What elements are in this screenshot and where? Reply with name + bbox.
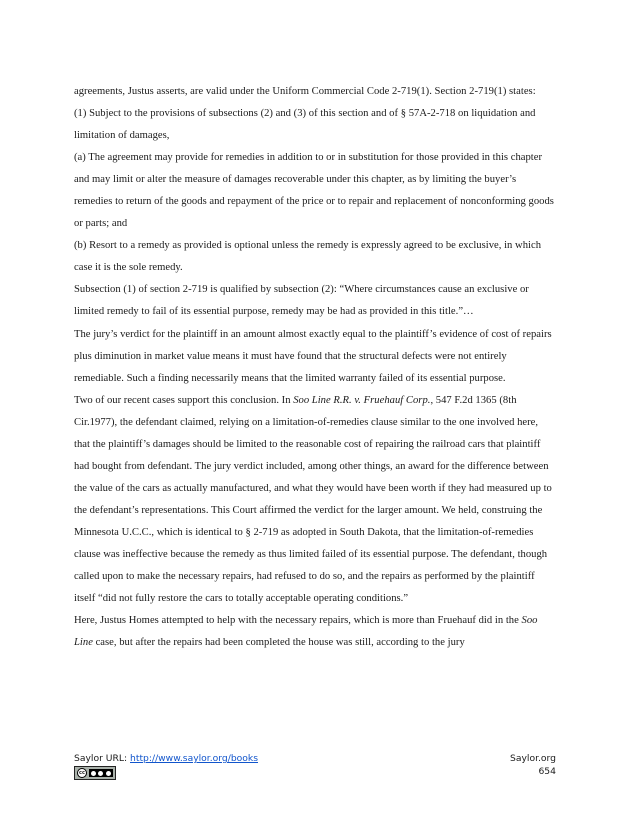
case-name: Soo Line R.R. v. Fruehauf Corp.: [293, 394, 431, 406]
text-run: case, but after the repairs had been completed the house was still, according to the jury: [92, 637, 465, 649]
footer-url-label: Saylor URL:: [74, 753, 131, 764]
paragraph: Subsection (1) of section 2-719 is qualified by subsection (2): “Where circumstances cause an exclusive or limited remedy to fail of its essential purpose, remedy may be had as provided in this title.”…: [74, 284, 529, 318]
case-name: Soo Line: [74, 615, 538, 649]
footer-url-link[interactable]: http://www.saylor.org/books: [130, 753, 259, 764]
paragraph: agreements, Justus asserts, are valid under the Uniform Commercial Code 2-719(1). Section 2-719(1) states:: [74, 86, 536, 97]
text-run: Two of our recent cases support this conclusion. In: [74, 394, 294, 406]
paragraph: (1) Subject to the provisions of subsections (2) and (3) of this section and of § 57A-2-718 on liquidation and limitation of damages,: [74, 108, 536, 142]
cc-logo-icon: cc: [77, 768, 87, 778]
text-run: , 547 F.2d 1365 (8th Cir.1977), the defendant claimed, relying on a limitation-of-remedies clause similar to the one involved here, that the plaintiff’s damages should be limited to the reasonable cost of repairing the railroad cars that plaintiff had bought from defendant. The jury verdict included, among other things, an award for the difference between the value of the cars as actually manufactured, and what they would have been worth if they had measured up to the defendant’s representations. This Court affirmed the verdict for the larger amount. We held, construing the Minnesota U.C.C., which is identical to § 2-719 as adopted in South Dakota, that the limitation-of-remedies clause was ineffective because the remedy as thus limited failed of its essential purpose. The defendant, though called upon to make the necessary repairs, had refused to do so, and the repairs as performed by the plaintiff itself “did not fully restore the cars to totally acceptable operating conditions.”: [74, 394, 552, 605]
paragraph-justus-homes: [74, 610, 556, 654]
paragraph: The jury’s verdict for the plaintiff in an amount almost exactly equal to the plaintiff’s evidence of cost of repairs plus diminution in market value means it must have found that the structural defects were not entirely remediable. Such a finding necessarily means that the limited warranty failed of its essential purpose.: [74, 328, 552, 384]
body-text: [74, 81, 556, 654]
footer-page-info: [510, 752, 556, 778]
footer-source: [74, 752, 258, 765]
paragraph-soo-line: [74, 390, 556, 610]
text-run: Here, Justus Homes attempted to help with the necessary repairs, which is more than Fruehauf did in the: [74, 615, 522, 627]
paragraph: (b) Resort to a remedy as provided is optional unless the remedy is expressly agreed to be exclusive, in which case it is the sole remedy.: [74, 240, 542, 274]
page-number: 654: [538, 766, 556, 777]
license-conditions-icon: [89, 769, 113, 777]
footer-site: Saylor.org: [510, 753, 556, 764]
cc-license-icon: [74, 766, 116, 780]
paragraph: (a) The agreement may provide for remedies in addition to or in substitution for those provided in this chapter and may limit or alter the measure of damages recoverable under this chapter, as by limiting the buyer’s remedies to return of the goods and repayment of the price or to repair and replacement of nonconforming goods or parts; and: [74, 152, 554, 230]
